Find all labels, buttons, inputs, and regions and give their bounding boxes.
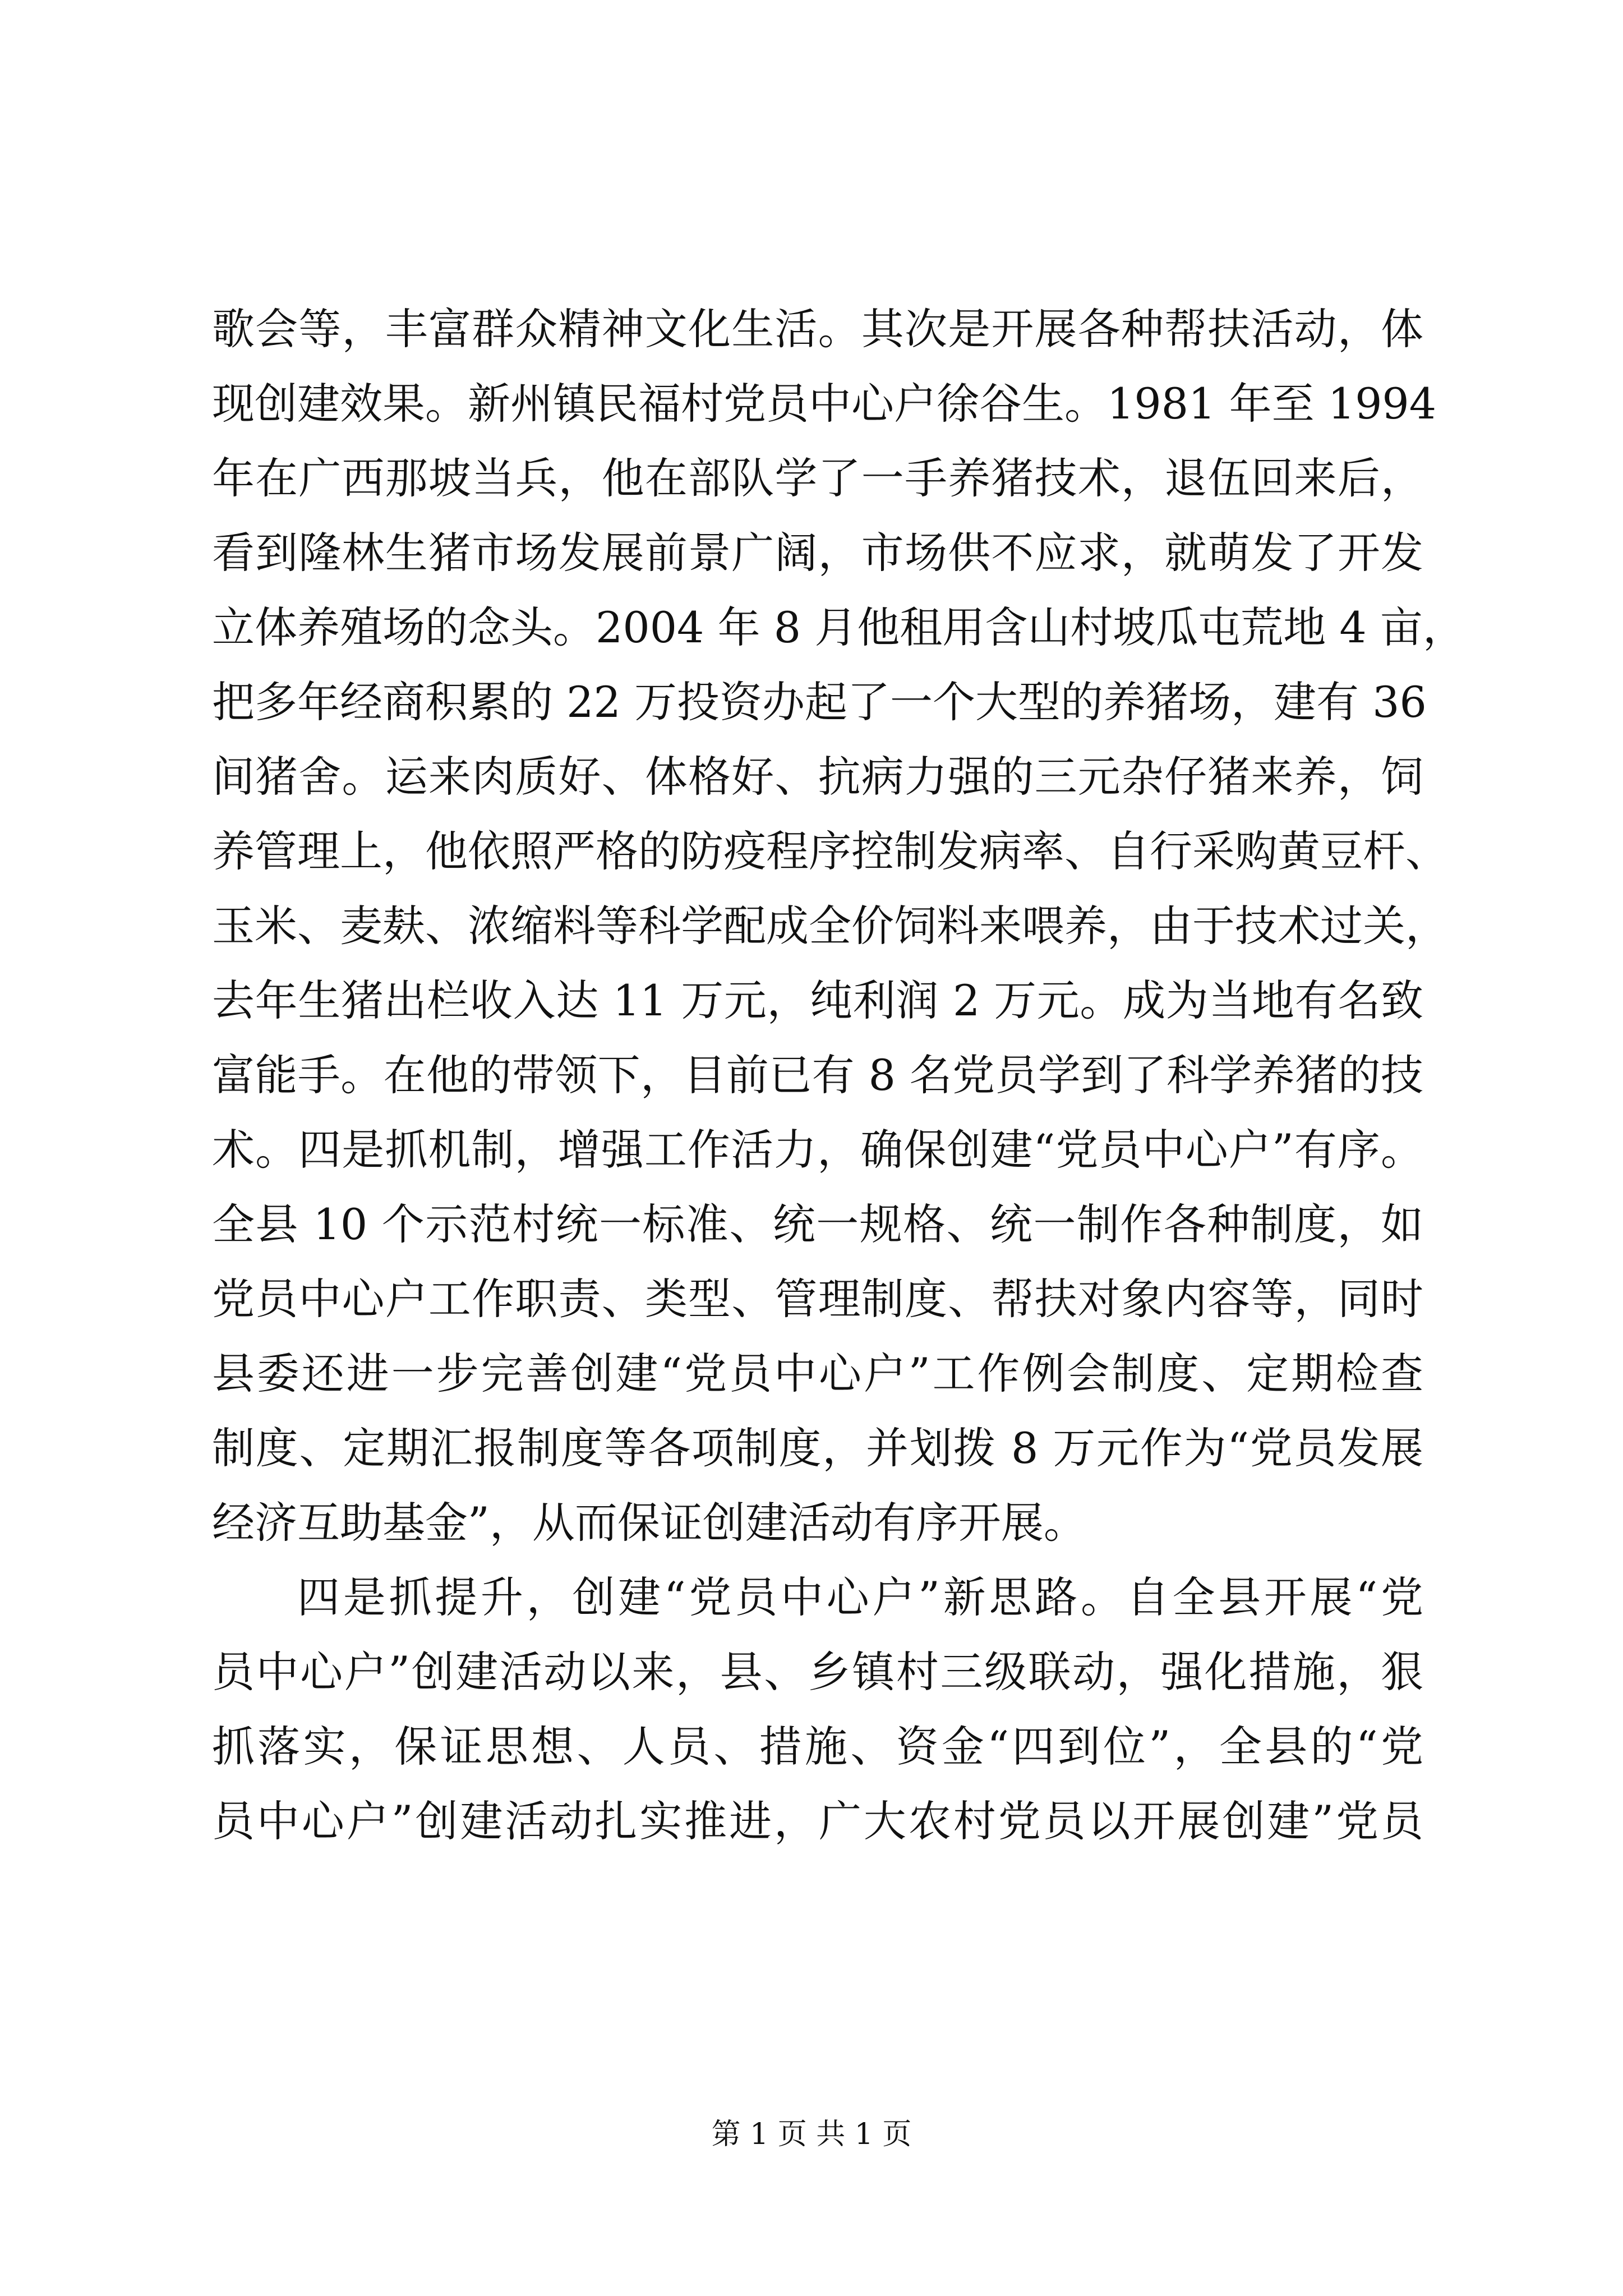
- paragraph-1: [212, 292, 1465, 1560]
- paragraph-2: [212, 1560, 1423, 1858]
- text-line: 把多年经商积累的 22 万投资办起了一个大型的养猪场，建有 36: [212, 677, 1427, 727]
- text-line: 员中心户”创建活动扎实推进，广大农村党员以开展创建”党员: [212, 1796, 1423, 1846]
- text-line: 立体养殖场的念头。2004 年 8 月他租用含山村坡瓜屯荒地 4 亩，: [212, 602, 1465, 652]
- page-footer: 第 1 页 共 1 页: [711, 2118, 912, 2151]
- text-line: 县委还进一步完善创建“党员中心户”工作例会制度、定期检查: [212, 1349, 1423, 1398]
- text-line: 全县 10 个示范村统一标准、统一规格、统一制作各种制度，如: [212, 1199, 1423, 1249]
- text-line: 员中心户”创建活动以来，县、乡镇村三级联动，强化措施，狠: [212, 1647, 1423, 1697]
- text-line: 养管理上，他依照严格的防疫程序控制发病率、自行采购黄豆杆、: [212, 826, 1448, 876]
- text-line: 富能手。在他的带领下，目前已有 8 名党员学到了科学养猪的技: [212, 1050, 1423, 1100]
- text-line: 歌会等，丰富群众精神文化生活。其次是开展各种帮扶活动，体: [212, 304, 1423, 354]
- document-body: [212, 292, 1465, 1858]
- text-line: 抓落实，保证思想、人员、措施、资金“四到位”，全县的“党: [212, 1722, 1423, 1772]
- text-line: 玉米、麦麸、浓缩料等科学配成全价饲料来喂养，由于技术过关，: [212, 901, 1448, 951]
- text-line: 制度、定期汇报制度等各项制度，并划拨 8 万元作为“党员发展: [212, 1423, 1423, 1473]
- text-line: 党员中心户工作职责、类型、管理制度、帮扶对象内容等，同时: [212, 1274, 1423, 1324]
- text-line-indented: 四是抓提升，创建“党员中心户”新思路。自全县开展“党: [297, 1572, 1423, 1622]
- text-line: 年在广西那坡当兵，他在部队学了一手养猪技术，退伍回来后，: [212, 453, 1423, 503]
- text-line: 去年生猪出栏收入达 11 万元，纯利润 2 万元。成为当地有名致: [212, 976, 1423, 1025]
- text-line: 间猪舍。运来肉质好、体格好、抗病力强的三元杂仔猪来养，饲: [212, 752, 1423, 802]
- text-line: 术。四是抓机制，增强工作活力，确保创建“党员中心户”有序。: [212, 1125, 1423, 1175]
- text-line: 看到隆林生猪市场发展前景广阔，市场供不应求，就萌发了开发: [212, 528, 1423, 578]
- text-line: 现创建效果。新州镇民福村党员中心户徐谷生。1981 年至 1994: [212, 379, 1437, 429]
- text-line: 经济互助基金”，从而保证创建活动有序开展。: [212, 1498, 1086, 1548]
